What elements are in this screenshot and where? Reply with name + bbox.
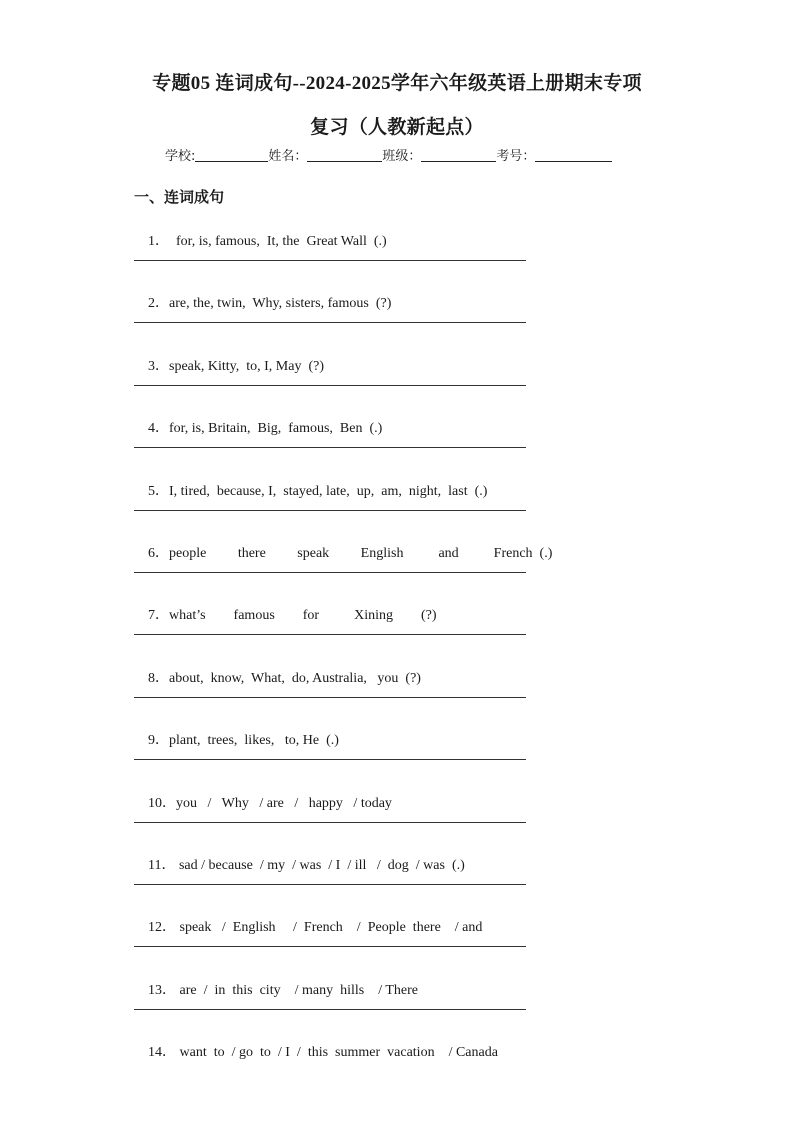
answer-line[interactable]: [134, 884, 526, 885]
question-number: 14．: [148, 1045, 176, 1060]
question-words: I, tired, because, I, stayed, late, up, am, night, last (.): [169, 484, 488, 499]
question-number: 1．: [148, 234, 169, 249]
question-number: 11．: [148, 858, 176, 873]
question-number: 3．: [148, 359, 169, 374]
question-words: are, the, twin, Why, sisters, famous (?): [169, 296, 392, 311]
answer-line[interactable]: [134, 1009, 526, 1010]
answer-line[interactable]: [134, 759, 526, 760]
question-item: [134, 464, 487, 516]
answer-line[interactable]: [134, 510, 526, 511]
question-item: [134, 963, 418, 1015]
section-heading: 一、连词成句: [134, 188, 225, 206]
question-words: about, know, What, do, Australia, you (?): [169, 671, 421, 686]
answer-line[interactable]: [134, 385, 526, 386]
class-label: 班级：: [382, 149, 422, 164]
question-number: 13．: [148, 983, 176, 998]
question-words: are / in this city / many hills / There: [176, 983, 418, 998]
question-number: 5．: [148, 484, 169, 499]
question-item: [134, 401, 382, 453]
question-number: 12．: [148, 920, 176, 935]
question-number: 10．: [148, 796, 176, 811]
question-words: what’s famous for Xining (?): [169, 608, 437, 623]
page-title-line-2: 复习（人教新起点）: [310, 117, 484, 138]
question-number: 8．: [148, 671, 169, 686]
question-number: 7．: [148, 608, 169, 623]
question-words: plant, trees, likes, to, He (.): [169, 733, 339, 748]
question-words: want to / go to / I / this summer vacation / Canada: [176, 1045, 498, 1060]
question-item: [134, 651, 421, 703]
answer-line[interactable]: [134, 322, 526, 323]
student-info-row: [165, 145, 612, 164]
answer-line[interactable]: [134, 946, 526, 947]
answer-line[interactable]: [134, 697, 526, 698]
question-words: you / Why / are / happy / today: [176, 796, 392, 811]
question-item: [134, 276, 391, 328]
answer-line[interactable]: [134, 260, 526, 261]
question-item: [134, 526, 552, 578]
question-item: [134, 838, 465, 890]
school-field[interactable]: [195, 148, 268, 162]
question-number: 6．: [148, 546, 169, 561]
question-item: [134, 776, 392, 828]
question-item: [134, 214, 387, 266]
name-field[interactable]: [307, 148, 382, 162]
question-words: speak / English / French / People there / and: [176, 920, 483, 935]
class-field[interactable]: [421, 148, 496, 162]
answer-line[interactable]: [134, 447, 526, 448]
question-item: [134, 588, 437, 640]
question-number: 4．: [148, 421, 169, 436]
school-label: 学校:: [165, 149, 196, 164]
question-item: [134, 1025, 498, 1077]
question-words: for, is, Britain, Big, famous, Ben (.): [169, 421, 383, 436]
question-words: speak, Kitty, to, I, May (?): [169, 359, 324, 374]
page-title-line-1: 专题05 连词成句--2024-2025学年六年级英语上册期末专项: [152, 73, 642, 94]
question-item: [134, 900, 482, 952]
number-label: 考号：: [496, 149, 536, 164]
question-words: for, is, famous, It, the Great Wall (.): [169, 234, 387, 249]
question-item: [134, 713, 339, 765]
question-words: sad / because / my / was / I / ill / dog / was (.): [175, 858, 465, 873]
question-words: people there speak English and French (.): [169, 546, 553, 561]
question-number: 9．: [148, 733, 169, 748]
question-item: [134, 339, 324, 391]
answer-line[interactable]: [134, 822, 526, 823]
question-number: 2．: [148, 296, 169, 311]
answer-line[interactable]: [134, 572, 526, 573]
number-field[interactable]: [535, 148, 612, 162]
answer-line[interactable]: [134, 634, 526, 635]
name-label: 姓名：: [268, 149, 308, 164]
